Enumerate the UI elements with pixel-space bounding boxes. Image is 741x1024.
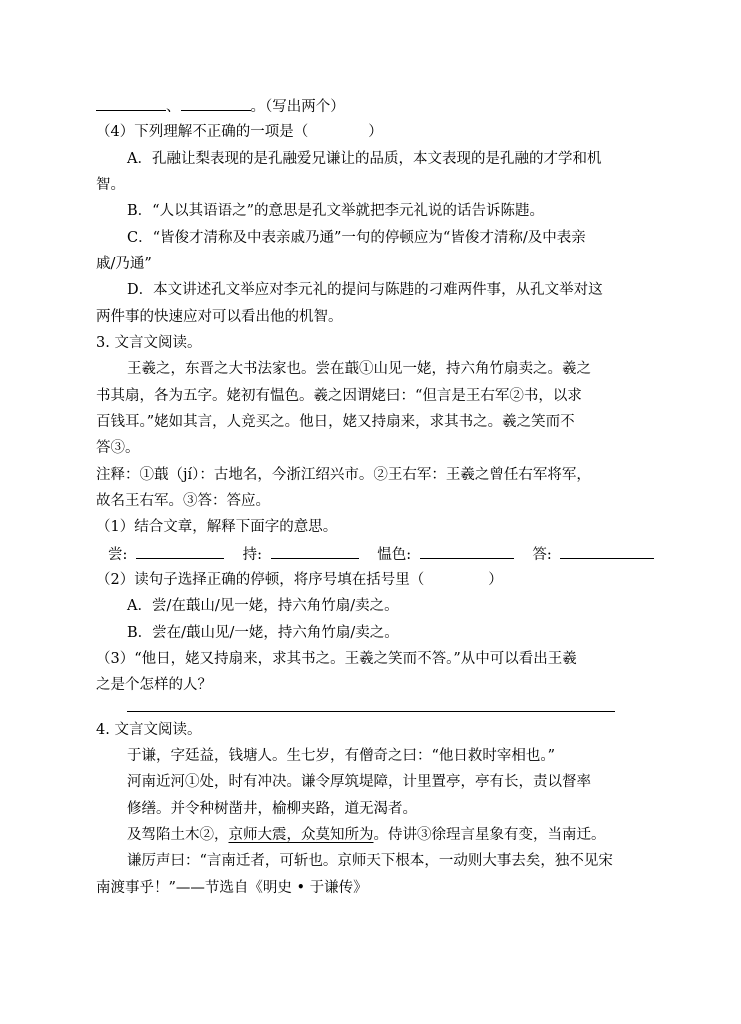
q3-passage-line: 王羲之，东晋之大书法家也。尝在蕺①山见一姥，持六角竹扇卖之。羲之 [127, 361, 591, 377]
q3-passage-line: 百钱耳。”姥如其言，人竞买之。他日，姥又持扇来，求其书之。羲之笑而不 [96, 414, 575, 430]
q2-4-option-b: B．“人以其语语之”的意思是孔文举就把李元礼说的话告诉陈韪。 [127, 203, 544, 219]
q2-4-option-a: A．孔融让梨表现的是孔融爱兄谦让的品质，本文表现的是孔融的才学和机 [127, 151, 602, 167]
q3-passage-line: 书其扇，各为五字。姥初有愠色。羲之因谓姥曰：“但言是王右军②书，以求 [96, 388, 582, 404]
q2-4-option-c-cont: 戚/乃通” [96, 256, 152, 272]
q4-passage-line: 及驾陷土木②，京师大震，众莫知所为。侍讲③徐珵言星象有变，当南迁。 [127, 827, 606, 843]
q3-word-row [108, 544, 654, 565]
answer-blank[interactable] [420, 544, 514, 559]
q2-4-stem: （4）下列理解不正确的一项是（ ） [96, 124, 383, 140]
q3-option-a: A．尝/在蕺山/见一姥，持六角竹扇/卖之。 [127, 598, 399, 614]
q3-note-line: 注释：①蕺（jí）：古地名，今浙江绍兴市。②王右军：王羲之曾任右军将军， [96, 467, 591, 483]
word-label: 持: [242, 547, 262, 563]
answer-blank[interactable] [560, 544, 654, 559]
q2-4-option-c: C．“皆俊才清称及中表亲戚乃通”一句的停顿应为“皆俊才清称/及中表亲 [127, 230, 586, 246]
q3-sub3: （3）“他日，姥又持扇来，求其书之。王羲之笑而不答。”从中可以看出王羲 [96, 651, 577, 667]
q4-passage-line: 于谦，字廷益，钱塘人。生七岁，有僧奇之曰：“他日救时宰相也。” [127, 748, 556, 764]
underlined-sentence: 京师大震，众莫知所为 [228, 827, 374, 843]
q3-sub3-cont: 之是个怎样的人？ [96, 677, 212, 693]
q4-passage-line: 谦厉声曰：“言南迁者，可斩也。京师天下根本，一动则大事去矣，独不见宋 [127, 853, 613, 869]
q3-option-b: B．尝在/蕺山见/一姥，持六角竹扇/卖之。 [127, 625, 399, 641]
q4-heading: 4. 文言文阅读。 [96, 722, 202, 738]
q3-note-line: 故名王右军。③答：答应。 [96, 493, 270, 509]
q3-passage-line: 答③。 [96, 440, 140, 456]
answer-blank[interactable] [181, 96, 251, 111]
q4-passage-line: 南渡事乎！”——节选自《明史 • 于谦传》 [96, 880, 368, 896]
word-label: 愠色: [377, 547, 412, 563]
answer-blank[interactable] [271, 544, 359, 559]
answer-blank[interactable] [136, 544, 224, 559]
q2-4-option-d: D．本文讲述孔文举应对李元礼的提问与陈韪的刁难两件事，从孔文举对这 [127, 282, 603, 298]
q2-4-option-a-cont: 智。 [96, 177, 125, 193]
q4-passage-line: 修缮。并令种树凿井，榆柳夹路，道无渴者。 [127, 801, 417, 817]
answer-blank[interactable] [96, 96, 166, 111]
word-label: 尝: [108, 547, 128, 563]
q2-4-option-d-cont: 两件事的快速应对可以看出他的机智。 [96, 309, 343, 325]
q2-tail-line: 、 。（写出两个） [96, 96, 345, 117]
word-label: 答: [532, 547, 552, 563]
q4-passage-line: 河南近河①处，时有冲决。谦令厚筑堤障，计里置亭，亭有长，责以督率 [127, 774, 591, 790]
q3-sub1: （1）结合文章，解释下面字的意思。 [96, 519, 338, 535]
q3-heading: 3. 文言文阅读。 [96, 335, 202, 351]
answer-line[interactable] [127, 711, 615, 712]
q3-sub2: （2）读句子选择正确的停顿，将序号填在括号里（ ） [96, 572, 503, 588]
